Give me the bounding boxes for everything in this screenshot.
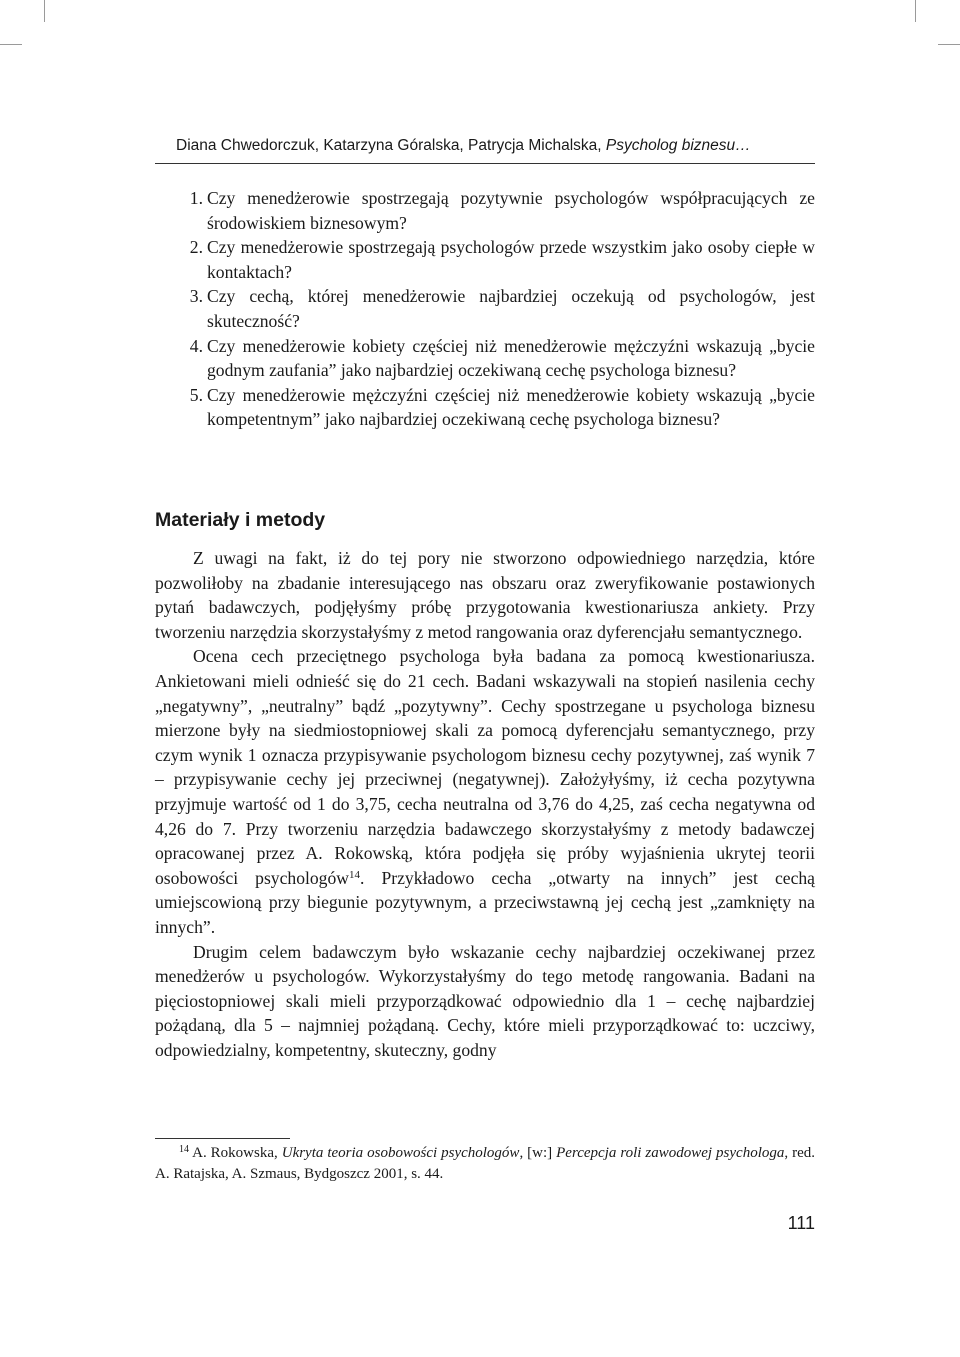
section-heading: Materiały i metody [155, 509, 326, 531]
question-item [155, 284, 815, 333]
paragraph [155, 644, 815, 939]
running-header [176, 136, 816, 156]
paragraph: Drugim celem badawczym było wskazanie cechy najbardziej oczekiwanej przez menedżerów u psychologów. Wykorzystałyśmy do tego metodę rangowania. Badani na pięciostopniowej skali mieli przyporządkować odpowiednio dla 1 – cechę najbardziej pożądaną, dla 5 – najmniej pożądaną. Cechy, które mieli przyporządkować to: uczciwy, odpowiedzialny, kompetentny, skuteczny, godny [155, 941, 815, 1060]
question-number: 2. [189, 237, 203, 258]
paragraph: Z uwagi na fakt, iż do tej pory nie stworzono odpowiedniego narzędzia, które pozwoliłoby na zbadanie interesującego nas obszaru oraz zweryfikowanie postawionych pytań badawczych, podjęłyśmy próbę przygotowania kwestionariusza ankiety. Przy tworzeniu narzędzia skorzystałyśmy z metod rangowania oraz dyferencjału semantycznego. [155, 548, 815, 642]
research-questions-list [155, 186, 815, 432]
crop-mark [0, 44, 22, 45]
question-text: Czy cechą, której menedżerowie najbardziej oczekują od psychologów, jest skuteczność? [207, 286, 815, 331]
page-number: 111 [787, 1213, 815, 1233]
footnote-number: 14 [179, 1144, 189, 1155]
question-text: Czy menedżerowie kobiety częściej niż menedżerowie mężczyźni wskazują „bycie godnym zaufania” jako najbardziej oczekiwaną cechę psychologa biznesu? [207, 335, 815, 381]
crop-mark [44, 0, 45, 22]
footnote [155, 1143, 815, 1185]
footnote-reference: 14 [348, 868, 360, 881]
footnote-book: Percepcja roli zawodowej psychologa [556, 1145, 785, 1161]
header-authors: Diana Chwedorczuk, Katarzyna Góralska, Patrycja Michalska, [176, 137, 606, 154]
footnote-author: A. Rokowska, [189, 1145, 282, 1161]
question-text: Czy menedżerowie mężczyźni częściej niż menedżerowie kobiety wskazują „bycie kompetentnym” jako najbardziej oczekiwaną cechę psychologa biznesu? [207, 384, 815, 430]
question-text: Czy menedżerowie spostrzegają psychologów przede wszystkim jako osoby ciepłe w kontaktach? [207, 237, 815, 282]
footnote-rule [155, 1138, 290, 1139]
question-number: 4. [189, 335, 203, 356]
question-item [155, 383, 815, 432]
question-text: Czy menedżerowie spostrzegają pozytywnie psychologów współpracujących ze środowiskiem biznesowym? [207, 188, 815, 233]
question-item [155, 235, 815, 284]
header-title: Psycholog biznesu… [605, 137, 751, 154]
question-number: 5. [189, 384, 203, 405]
footnote-text: , red. A. Ratajska, A. Szmaus, Bydgoszcz 2001, s. 44. [155, 1145, 815, 1182]
paragraph-text: Ocena cech przeciętnego psychologa była badana za pomocą kwestionariusza. Ankietowani mieli odnieść się do 21 cech. Badani wskazywali na stopień nasilenia cechy „negatywny”, „neutralny” bądź „pozytywny”. Cechy spostrzegane u psychologa biznesu mierzone były na siedmiostopniowej skali za pomocą dyferencjału semantycznego, przy czym wynik 1 oznacza przypisywanie psychologom biznesu cechy pozytywnej, zaś wynik 7 – przypisywanie cechy jej przeciwnej (negatywnej). Założyłyśmy, iż cecha pozytywna przyjmuje wartość od 1 do 3,75, cecha neutralna od 3,76 do 4,25, zaś cecha negatywna od 4,26 do 7. Przy tworzeniu narzędzia badawczego skorzystałyśmy z metody badawczej opracowanej przez A. Rokowską, która podjęła się próby wyjaśnienia ukrytej teorii osobowości psychologów [155, 646, 815, 888]
question-item [155, 186, 815, 235]
question-item [155, 334, 815, 383]
footnote-text: , [w:] [519, 1145, 557, 1161]
footnote-title: Ukryta teoria osobowości psychologów [281, 1145, 520, 1161]
crop-mark [938, 44, 960, 45]
question-number: 3. [189, 286, 203, 307]
crop-mark [915, 0, 916, 22]
paragraph-text: . Przykładowo cecha „otwarty na innych” jest cechą umiejscowioną przy biegunie pozytywnym, a przeciwstawną jej cechą jest „zamknięty na innych”. [155, 867, 815, 937]
header-rule [155, 163, 815, 164]
section-body [155, 546, 815, 1062]
question-number: 1. [189, 188, 203, 208]
